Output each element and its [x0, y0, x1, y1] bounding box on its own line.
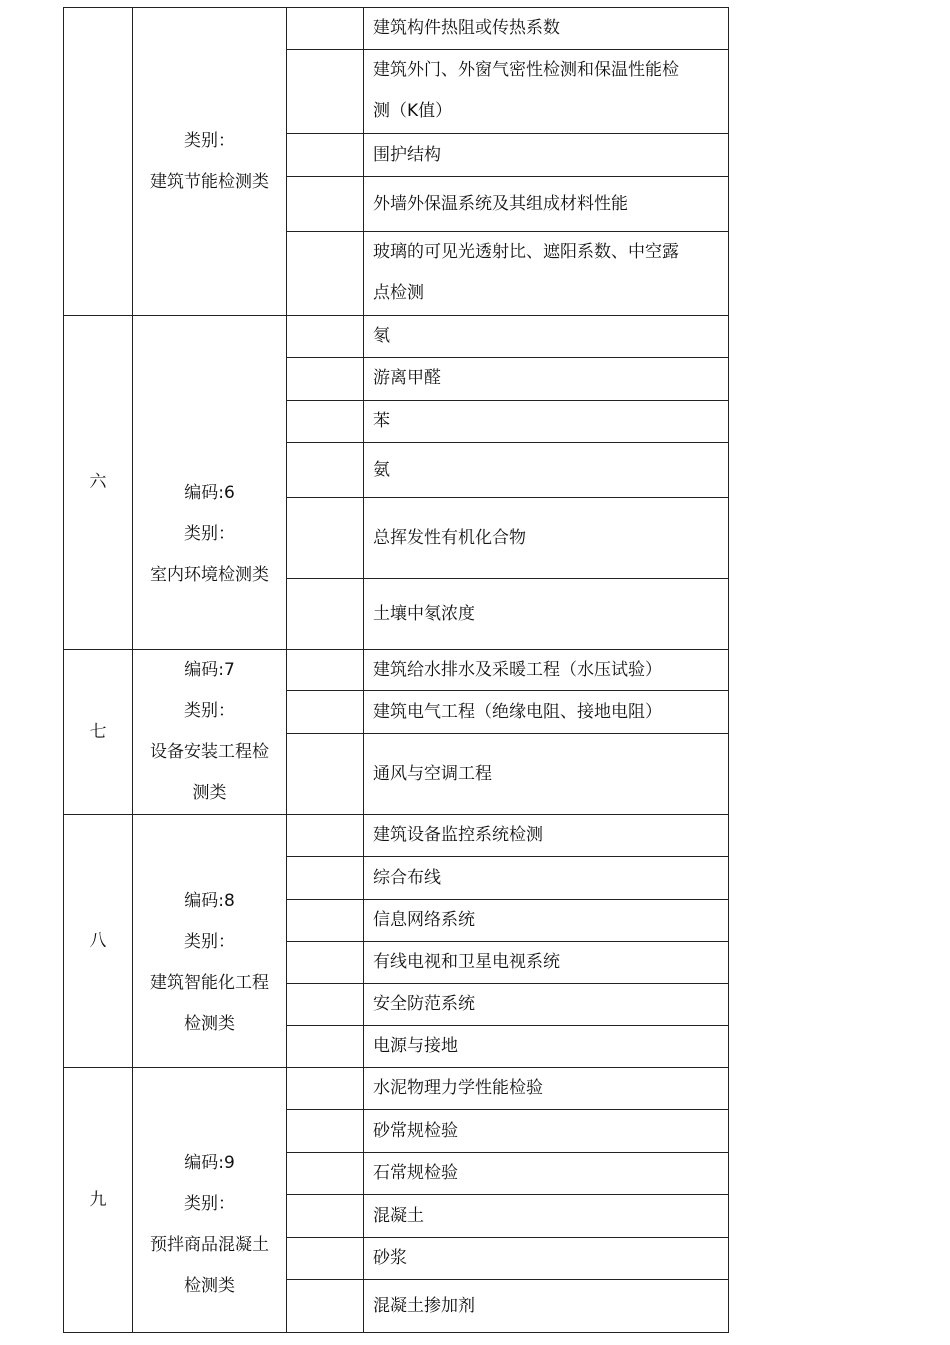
inspection-item	[364, 1153, 729, 1195]
category-line: 类别：	[184, 130, 235, 151]
group-number: 七	[64, 650, 133, 815]
category-line: 测类	[192, 783, 227, 803]
inspection-item-text: 苯	[373, 411, 390, 431]
blank-cell	[287, 358, 364, 401]
group-number: 六	[64, 316, 133, 650]
category-line: 编码:7	[184, 660, 235, 680]
table-body	[64, 8, 729, 1333]
inspection-item	[364, 1068, 729, 1110]
inspection-item	[364, 1026, 729, 1068]
table-row	[64, 1068, 729, 1110]
blank-cell	[287, 1195, 364, 1238]
inspection-item-text: 通风与空调工程	[373, 763, 492, 784]
inspection-item-text: 建筑设备监控系统检测	[373, 825, 543, 846]
inspection-item	[364, 50, 729, 134]
inspection-item-text: 有线电视和卫星电视系统	[373, 952, 560, 973]
blank-cell	[287, 815, 364, 857]
category-line: 预拌商品混凝土	[150, 1234, 269, 1255]
inspection-item	[364, 8, 729, 50]
inspection-item-text: 建筑电气工程（绝缘电阻、接地电阻）	[373, 701, 662, 722]
inspection-item	[364, 815, 729, 857]
inspection-item	[364, 579, 729, 650]
inspection-item-text: 土壤中氡浓度	[373, 603, 475, 624]
blank-cell	[287, 401, 364, 443]
inspection-item	[364, 1110, 729, 1153]
inspection-item-text: 外墙外保温系统及其组成材料性能	[373, 193, 628, 214]
blank-cell	[287, 857, 364, 900]
inspection-item	[364, 134, 729, 177]
blank-cell	[287, 734, 364, 815]
inspection-category-table	[63, 7, 729, 1333]
inspection-item-text: 综合布线	[373, 867, 441, 888]
group-category	[133, 8, 287, 316]
group-number	[64, 8, 133, 316]
inspection-item-text: 建筑构件热阻或传热系数	[373, 18, 560, 38]
inspection-item-text: 信息网络系统	[373, 910, 475, 931]
category-line: 编码:8	[184, 890, 235, 911]
table-row	[64, 650, 729, 691]
inspection-item-text: 氡	[373, 326, 390, 346]
blank-cell	[287, 8, 364, 50]
inspection-item	[364, 443, 729, 498]
inspection-item	[364, 1238, 729, 1280]
category-line: 检测类	[184, 1013, 235, 1034]
blank-cell	[287, 1238, 364, 1280]
category-line: 室内环境检测类	[150, 564, 269, 585]
category-line: 类别：	[184, 931, 235, 952]
category-line: 编码:6	[184, 482, 235, 503]
inspection-item-text: 混凝土掺加剂	[373, 1295, 475, 1316]
blank-cell	[287, 50, 364, 134]
blank-cell	[287, 1068, 364, 1110]
inspection-item	[364, 498, 729, 579]
category-line: 建筑智能化工程	[150, 972, 269, 993]
inspection-item-text: 测（K值）	[373, 101, 453, 121]
inspection-item	[364, 734, 729, 815]
inspection-item-text: 氨	[373, 459, 390, 480]
category-line: 检测类	[184, 1275, 235, 1296]
blank-cell	[287, 134, 364, 177]
inspection-item-text: 点检测	[373, 283, 424, 303]
inspection-item	[364, 942, 729, 984]
inspection-item-text: 建筑外门、外窗气密性检测和保温性能检	[373, 60, 679, 80]
group-category	[133, 1068, 287, 1333]
inspection-item-text: 水泥物理力学性能检验	[373, 1078, 543, 1099]
blank-cell	[287, 984, 364, 1026]
blank-cell	[287, 1153, 364, 1195]
inspection-item	[364, 358, 729, 401]
inspection-item	[364, 177, 729, 232]
blank-cell	[287, 316, 364, 358]
inspection-item-text: 围护结构	[373, 144, 441, 165]
category-line: 设备安装工程检	[150, 742, 269, 762]
blank-cell	[287, 942, 364, 984]
inspection-item	[364, 900, 729, 942]
group-category	[133, 650, 287, 815]
inspection-item-text: 混凝土	[373, 1205, 424, 1226]
inspection-item-text: 安全防范系统	[373, 994, 475, 1015]
blank-cell	[287, 579, 364, 650]
blank-cell	[287, 1280, 364, 1333]
table-row	[64, 316, 729, 358]
blank-cell	[287, 443, 364, 498]
category-line: 编码:9	[184, 1152, 235, 1173]
inspection-item	[364, 1280, 729, 1333]
inspection-item	[364, 401, 729, 443]
group-number: 八	[64, 815, 133, 1068]
inspection-item-text: 石常规检验	[373, 1163, 458, 1184]
blank-cell	[287, 498, 364, 579]
category-line: 类别：	[184, 523, 235, 544]
inspection-item	[364, 650, 729, 691]
inspection-item	[364, 984, 729, 1026]
inspection-item-text: 玻璃的可见光透射比、遮阳系数、中空露	[373, 242, 679, 262]
inspection-item	[364, 1195, 729, 1238]
inspection-item-text: 砂常规检验	[373, 1120, 458, 1141]
blank-cell	[287, 650, 364, 691]
inspection-item	[364, 232, 729, 316]
blank-cell	[287, 691, 364, 734]
inspection-item-text: 总挥发性有机化合物	[373, 527, 526, 548]
category-line: 类别：	[184, 1193, 235, 1214]
inspection-item-text: 游离甲醛	[373, 368, 441, 388]
blank-cell	[287, 232, 364, 316]
blank-cell	[287, 1110, 364, 1153]
inspection-item	[364, 691, 729, 734]
category-line: 类别：	[184, 701, 235, 721]
inspection-item-text: 电源与接地	[373, 1036, 458, 1057]
blank-cell	[287, 900, 364, 942]
inspection-item	[364, 316, 729, 358]
table-row	[64, 815, 729, 857]
table-row	[64, 8, 729, 50]
inspection-item-text: 砂浆	[373, 1248, 407, 1269]
group-category	[133, 815, 287, 1068]
blank-cell	[287, 1026, 364, 1068]
group-category	[133, 316, 287, 650]
blank-cell	[287, 177, 364, 232]
inspection-item	[364, 857, 729, 900]
inspection-item-text: 建筑给水排水及采暖工程（水压试验）	[373, 659, 662, 680]
group-number: 九	[64, 1068, 133, 1333]
category-line: 建筑节能检测类	[150, 171, 269, 192]
